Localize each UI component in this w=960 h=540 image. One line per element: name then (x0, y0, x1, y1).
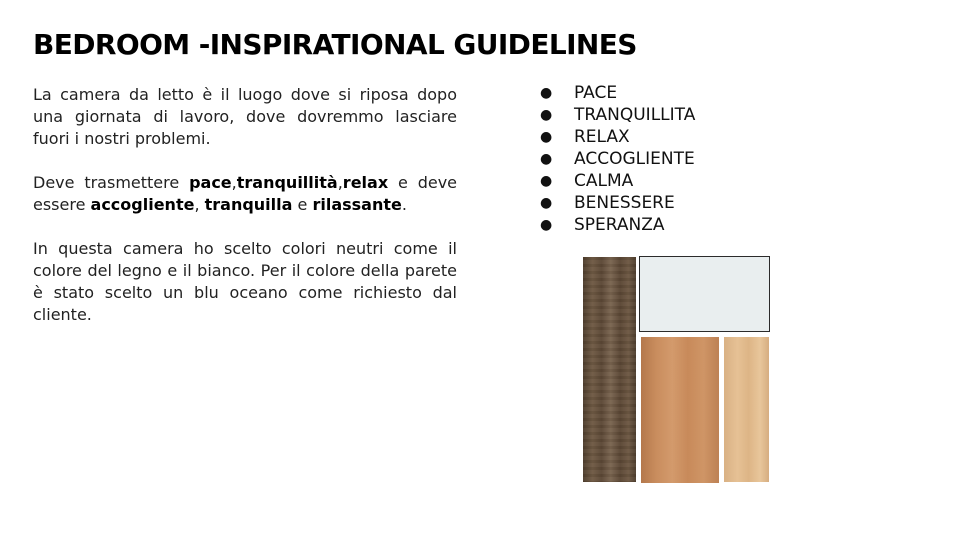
keyword-label: BENESSERE (574, 193, 675, 213)
paragraph-qualities (33, 172, 457, 216)
keyword-item (540, 104, 695, 126)
keyword-label: RELAX (574, 127, 630, 147)
text-segment: . (401, 195, 407, 214)
keyword-label: CALMA (574, 171, 634, 191)
bullet-icon: ● (540, 107, 553, 123)
keyword-label: PACE (574, 83, 618, 103)
bullet-icon: ● (540, 195, 553, 211)
bullet-icon: ● (540, 217, 553, 233)
text-segment: e deve essere (33, 173, 457, 214)
bullet-icon: ● (540, 151, 553, 167)
bullet-icon: ● (540, 173, 553, 189)
bold-keyword: tranquillità (236, 173, 338, 192)
medium-wood-swatch (641, 337, 719, 483)
keyword-item (540, 170, 695, 192)
text-segment: , (337, 173, 343, 192)
bold-keyword: rilassante (312, 195, 402, 214)
keyword-item (540, 148, 695, 170)
keyword-item (540, 82, 695, 104)
text-segment: e (292, 195, 313, 214)
keyword-label: TRANQUILLITA (574, 105, 696, 125)
dark-wood-swatch (583, 257, 636, 482)
bold-keyword: pace (189, 173, 232, 192)
text-segment: , (194, 195, 205, 214)
bold-keyword: relax (342, 173, 389, 192)
light-wood-swatch (724, 337, 769, 482)
keyword-item (540, 214, 695, 236)
paragraph-colors: In questa camera ho scelto colori neutri come il colore del legno e il bianco. Per il colore della parete è stato scelto un blu oceano come richiesto dal cliente. (33, 239, 457, 324)
bullet-icon: ● (540, 129, 553, 145)
bullet-icon: ● (540, 85, 553, 101)
page-title: BEDROOM -INSPIRATIONAL GUIDELINES (33, 28, 637, 61)
keyword-item (540, 192, 695, 214)
keyword-list (540, 82, 695, 236)
bold-keyword: tranquilla (204, 195, 293, 214)
text-segment: Deve trasmettere (33, 173, 190, 192)
keyword-label: SPERANZA (574, 215, 665, 235)
bold-keyword: accogliente (90, 195, 195, 214)
white-swatch (639, 256, 770, 332)
text-segment: , (231, 173, 237, 192)
keyword-label: ACCOGLIENTE (574, 149, 695, 169)
keyword-item (540, 126, 695, 148)
description-text (33, 84, 457, 348)
paragraph-intro: La camera da letto è il luogo dove si riposa dopo una giornata di lavoro, dove dovremmo lasciare fuori i nostri problemi. (33, 85, 457, 148)
